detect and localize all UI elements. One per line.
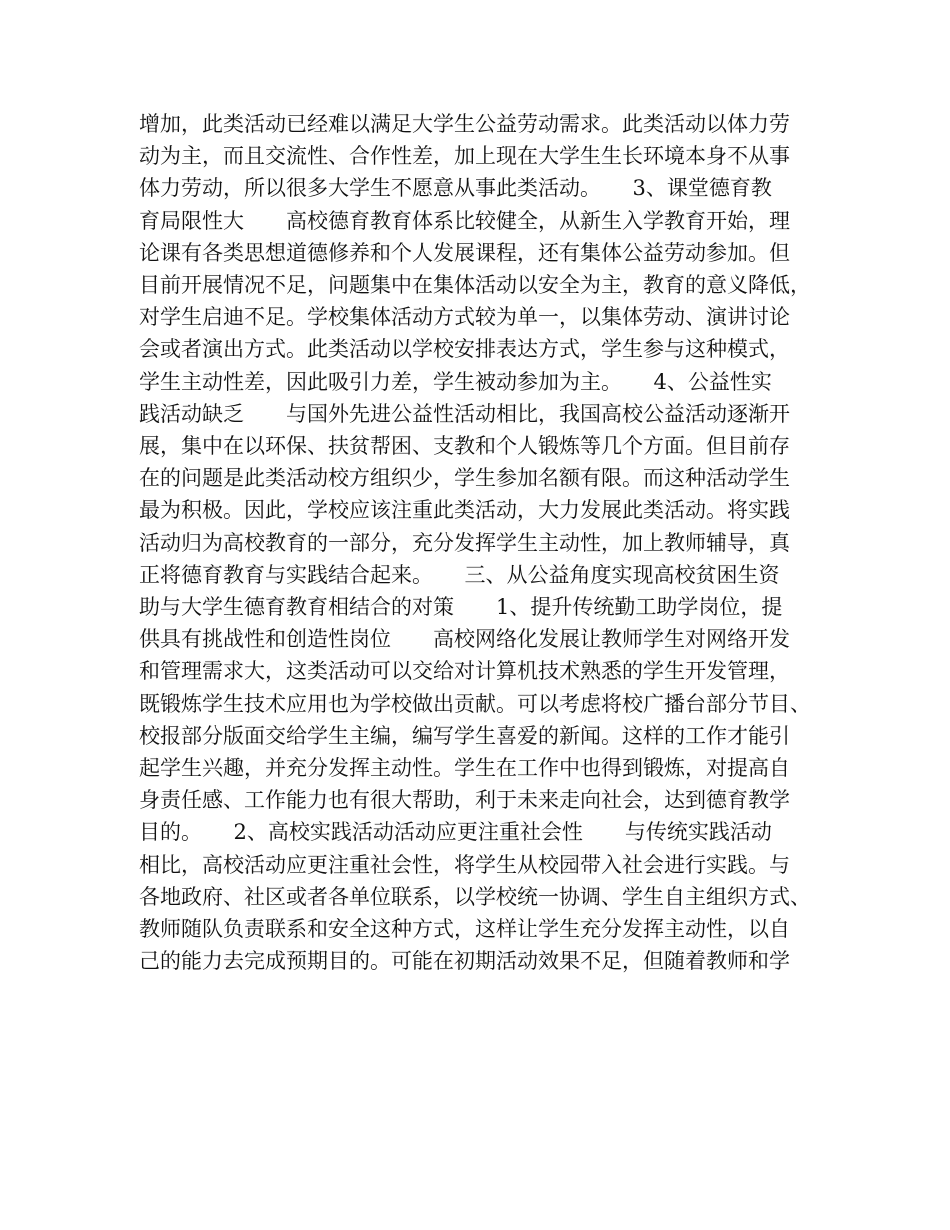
- text-line: 正将德育教育与实践结合起来。 三、从公益角度实现高校贫困生资: [139, 562, 780, 587]
- text-line: 动为主，而且交流性、合作性差，加上现在大学生生长环境本身不从事: [139, 144, 790, 169]
- text-line: 目前开展情况不足，问题集中在集体活动以安全为主，教育的意义降低，: [139, 273, 811, 298]
- text-line: 目的。 2、高校实践活动活动应更注重社会性 与传统实践活动: [139, 820, 772, 845]
- text-line: 活动归为高校教育的一部分，充分发挥学生主动性，加上教师辅导，真: [139, 530, 790, 555]
- text-line: 起学生兴趣，并充分发挥主动性。学生在工作中也得到锻炼，对提高自: [139, 756, 790, 781]
- text-line: 教师随队负责联系和安全这种方式，这样让学生充分发挥主动性，以自: [139, 917, 790, 942]
- text-line: 己的能力去完成预期目的。可能在初期活动效果不足，但随着教师和学: [139, 949, 790, 974]
- text-line: 既锻炼学生技术应用也为学校做出贡献。可以考虑将校广播台部分节目、: [139, 691, 811, 716]
- text-line: 助与大学生德育教育相结合的对策 1、提升传统勤工助学岗位，提: [139, 595, 783, 620]
- text-line: 育局限性大 高校德育教育体系比较健全，从新生入学教育开始，理: [139, 208, 790, 233]
- body-text: [139, 108, 829, 977]
- text-line: 供具有挑战性和创造性岗位 高校网络化发展让教师学生对网络开发: [139, 627, 790, 652]
- text-line: 校报部分版面交给学生主编，编写学生喜爱的新闻。这样的工作才能引: [139, 723, 790, 748]
- text-line: 会或者演出方式。此类活动以学校安排表达方式，学生参与这种模式，: [139, 337, 790, 362]
- text-line: 论课有各类思想道德修养和个人发展课程，还有集体公益劳动参加。但: [139, 240, 790, 265]
- text-line: 展，集中在以环保、扶贫帮困、支教和个人锻炼等几个方面。但目前存: [139, 434, 790, 459]
- text-line: 最为积极。因此，学校应该注重此类活动，大力发展此类活动。将实践: [139, 498, 790, 523]
- text-line: 身责任感、工作能力也有很大帮助，利于未来走向社会，达到德育教学: [139, 788, 790, 813]
- text-line: 相比，高校活动应更注重社会性，将学生从校园带入社会进行实践。与: [139, 852, 790, 877]
- text-line: 体力劳动，所以很多大学生不愿意从事此类活动。 3、课堂德育教: [139, 176, 772, 201]
- text-line: 对学生启迪不足。学校集体活动方式较为单一，以集体劳动、演讲讨论: [139, 305, 790, 330]
- text-line: 和管理需求大，这类活动可以交给对计算机技术熟悉的学生开发管理，: [139, 659, 790, 684]
- text-line: 践活动缺乏 与国外先进公益性活动相比，我国高校公益活动逐渐开: [139, 401, 790, 426]
- text-line: 各地政府、社区或者各单位联系，以学校统一协调、学生自主组织方式、: [139, 884, 811, 909]
- text-line: 学生主动性差，因此吸引力差，学生被动参加为主。 4、公益性实: [139, 369, 772, 394]
- text-line: 增加，此类活动已经难以满足大学生公益劳动需求。此类活动以体力劳: [139, 112, 790, 136]
- text-line: 在的问题是此类活动校方组织少，学生参加名额有限。而这种活动学生: [139, 466, 790, 491]
